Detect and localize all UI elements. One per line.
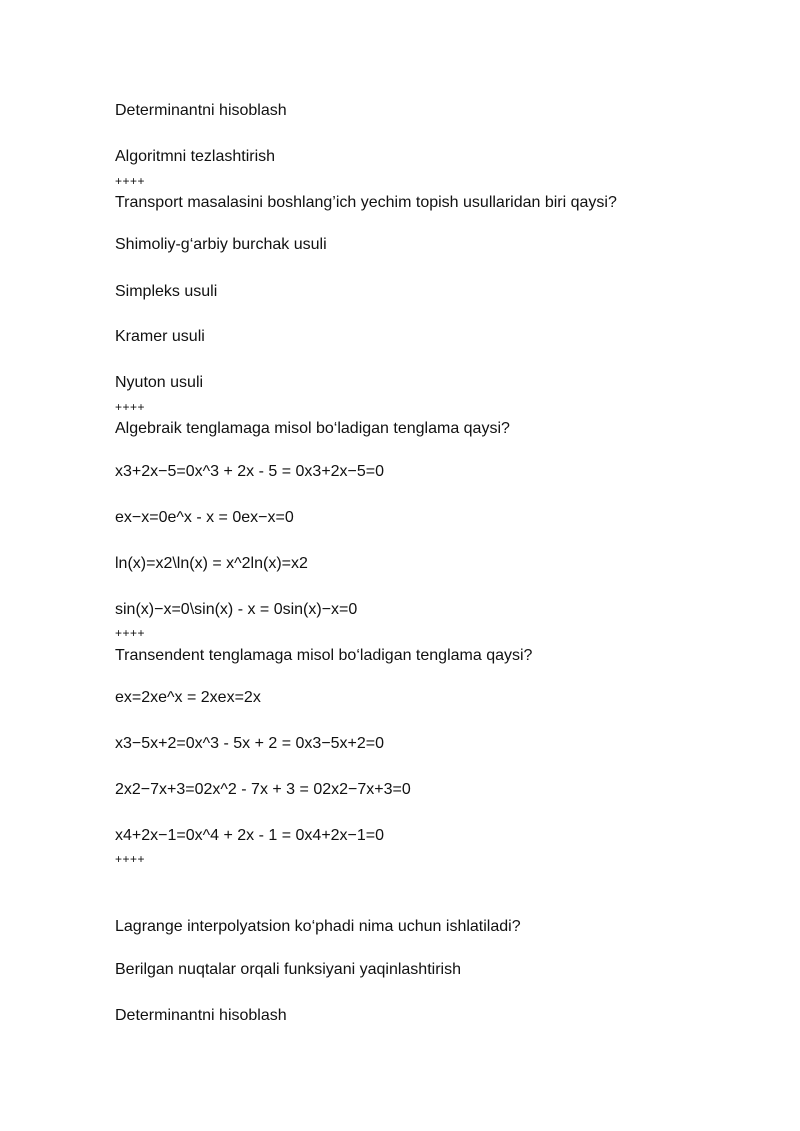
answer-option: Simpleks usuli: [115, 283, 218, 300]
answer-option: Determinantni hisoblash: [115, 102, 287, 119]
answer-option: Determinantni hisoblash: [115, 1007, 287, 1024]
answer-option: Algoritmni tezlashtirish: [115, 148, 276, 165]
answer-option: Berilgan nuqtalar orqali funksiyani yaqinlashtirish: [115, 961, 461, 978]
answer-option: x3+2x−5=0x^3 + 2x - 5 = 0x3+2x−5=0: [115, 463, 385, 480]
answer-option: ex−x=0e^x - x = 0ex−x=0: [115, 509, 294, 526]
question-text: Transendent tenglamaga misol bo‘ladigan tenglama qaysi?: [115, 647, 533, 664]
question-text: Algebraik tenglamaga misol bo‘ladigan tenglama qaysi?: [115, 420, 510, 437]
question-separator: ++++: [115, 400, 146, 414]
answer-option: 2x2−7x+3=02x^2 - 7x + 3 = 02x2−7x+3=0: [115, 781, 411, 798]
question-separator: ++++: [115, 174, 146, 188]
answer-option: x4+2x−1=0x^4 + 2x - 1 = 0x4+2x−1=0: [115, 827, 385, 844]
question-text: Transport masalasini boshlang’ich yechim topish usullaridan biri qaysi?: [115, 194, 617, 211]
question-separator: ++++: [115, 626, 146, 640]
answer-option: Kramer usuli: [115, 328, 205, 345]
answer-option: Nyuton usuli: [115, 374, 204, 391]
answer-option: ln(x)=x2\ln(x) = x^2ln(x)=x2: [115, 555, 308, 572]
answer-option: ex=2xe^x = 2xex=2x: [115, 689, 261, 706]
answer-option: sin(x)−x=0\sin(x) - x = 0sin(x)−x=0: [115, 601, 358, 618]
answer-option: Shimoliy-g‘arbiy burchak usuli: [115, 236, 327, 253]
answer-option: x3−5x+2=0x^3 - 5x + 2 = 0x3−5x+2=0: [115, 735, 385, 752]
question-separator: ++++: [115, 852, 146, 866]
question-text: Lagrange interpolyatsion ko‘phadi nima uchun ishlatiladi?: [115, 918, 521, 935]
